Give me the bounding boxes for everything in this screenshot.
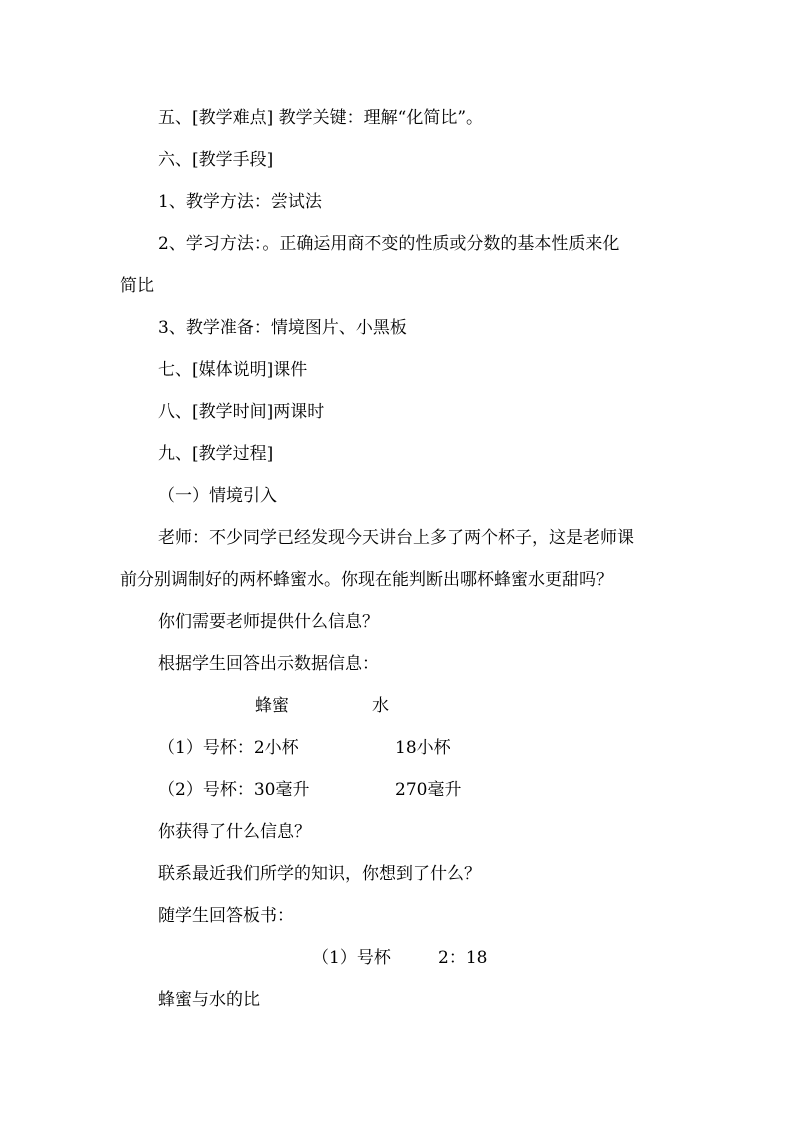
section-5-difficulty: 五、[教学难点] 教学关键：理解“化简比”。 (158, 108, 484, 128)
board-writing-note: 随学生回答板书： (158, 906, 294, 926)
show-data-info: 根据学生回答出示数据信息： (158, 654, 379, 674)
section-9-process: 九、[教学过程] (158, 444, 274, 464)
table-row2-label: （2）号杯：30毫升 (158, 780, 310, 800)
item-learning-method: 2、学习方法：。正确运用商不变的性质或分数的基本性质来化 (158, 234, 620, 254)
question-info-obtained: 你获得了什么信息？ (158, 822, 311, 842)
item-learning-method-cont: 简比 (120, 276, 154, 296)
honey-water-ratio-label: 蜂蜜与水的比 (158, 990, 260, 1010)
item-teaching-method: 1、教学方法：尝试法 (158, 192, 322, 212)
table-row1-label: （1）号杯：2小杯 (158, 738, 299, 758)
subsection-intro: （一）情境引入 (158, 486, 277, 506)
section-7-media: 七、[媒体说明]课件 (158, 360, 308, 380)
board-ratio: 2：18 (438, 948, 488, 968)
table-row1-water: 18小杯 (395, 738, 451, 758)
table-header-honey: 蜂蜜 (255, 696, 289, 716)
question-info-needed: 你们需要老师提供什么信息？ (158, 612, 379, 632)
item-teaching-prep: 3、教学准备：情境图片、小黑板 (158, 318, 407, 338)
board-cup-label: （1）号杯 (312, 948, 391, 968)
section-6-means: 六、[教学手段] (158, 150, 274, 170)
question-recall-knowledge: 联系最近我们所学的知识，你想到了什么？ (158, 864, 481, 884)
section-8-time: 八、[教学时间]两课时 (158, 402, 325, 422)
table-header-water: 水 (372, 696, 389, 716)
table-row2-water: 270毫升 (395, 780, 462, 800)
teacher-paragraph-line2: 前分别调制好的两杯蜂蜜水。你现在能判断出哪杯蜂蜜水更甜吗？ (120, 570, 613, 590)
teacher-paragraph-line1: 老师：不少同学已经发现今天讲台上多了两个杯子，这是老师课 (158, 528, 634, 548)
